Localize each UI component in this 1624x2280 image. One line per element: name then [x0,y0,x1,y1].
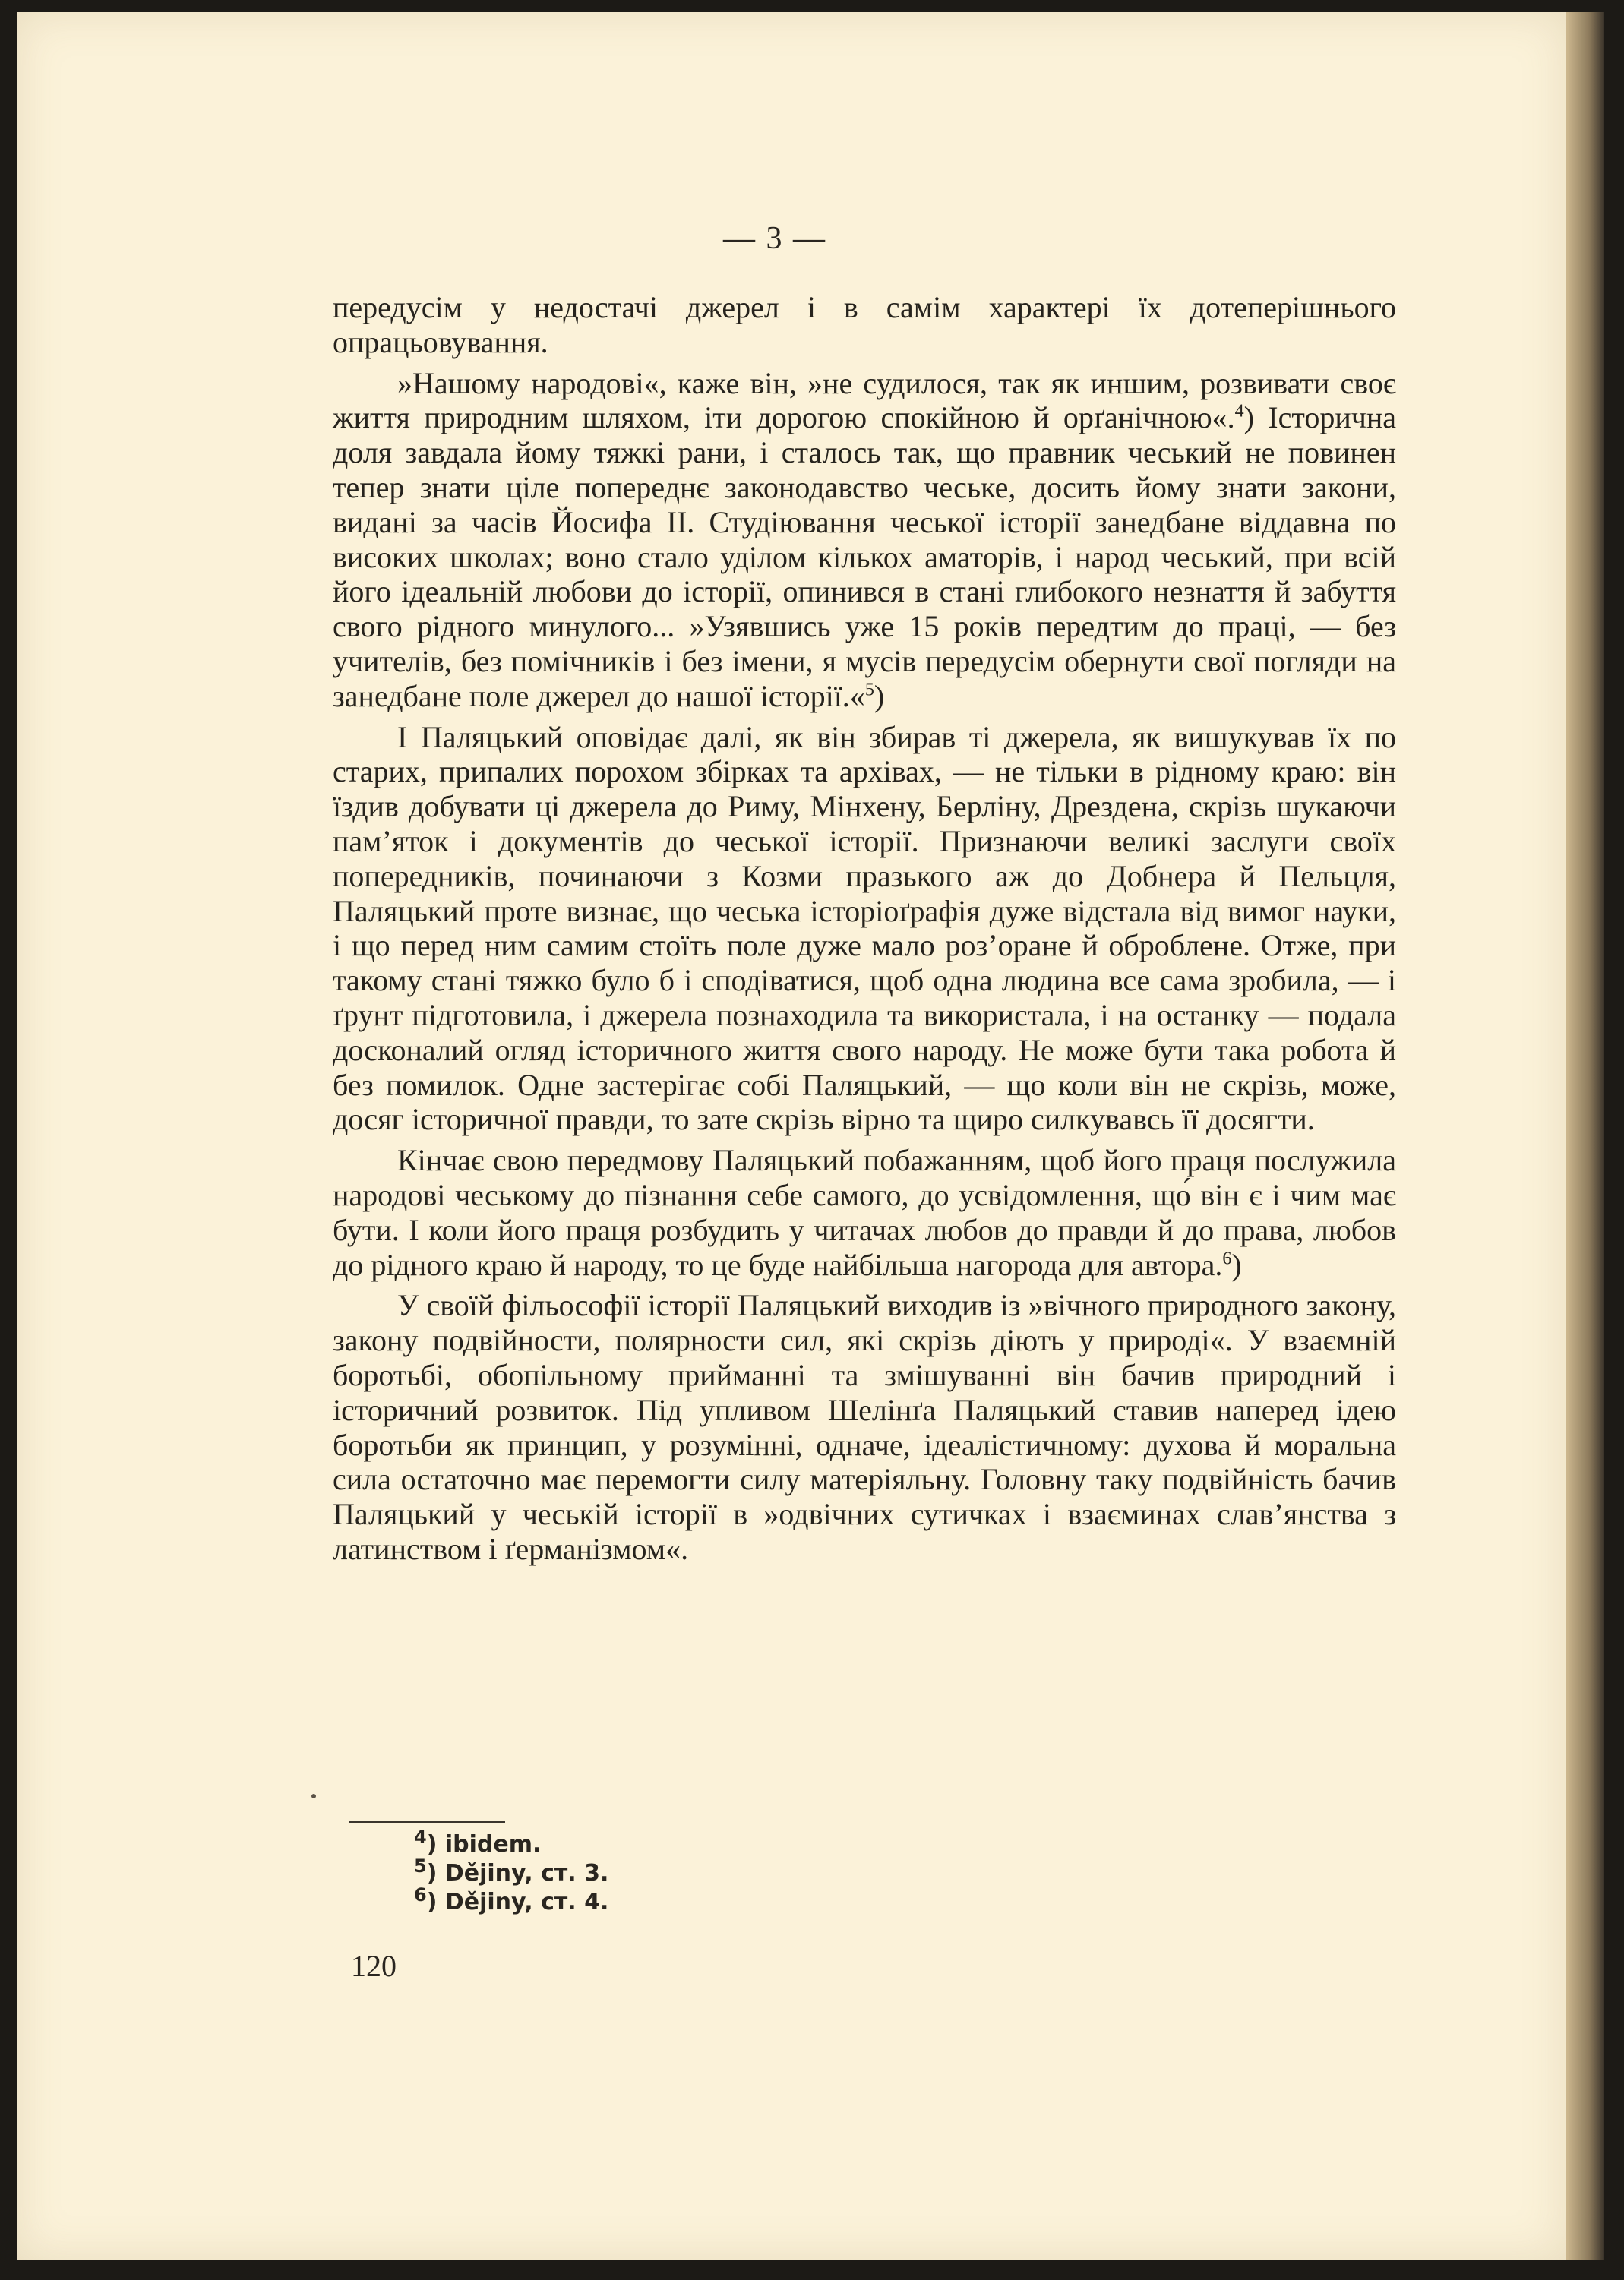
footnote-text: ) Dějiny, ст. 3. [426,1860,609,1887]
footnote-ref-4: 4 [1234,402,1244,422]
paragraph-2-quote: »Нашому народові«, каже він, »не судилося, так як иншим, розвивати своє життя природним шляхом, іти дорогою спокійною й орґанічною«. [333,365,1396,435]
footnote-mark: 5 [414,1855,427,1877]
print-speck [311,1794,316,1798]
paragraph-2-cont: Історична доля завдала йому тяжкі рани, і сталось так, що правник чеський не повинен тепер знати ціле попереднє законодавство чеське, досить йому знати закони, видані за часів Йосифа II. Студіювання чеської історії занедбане віддавна по високих школах; воно стало уділом кількох аматорів, і народ чеський, при всій його ідеальній любови до історії, опинився в стані глибокого незнаття й забуття свого рідного минулого... »Узявшись уже 15 років передтим до праці, — без учителів, без помічників і без імени, я мусів передусім обернути свої погляди на занедбане поле джерел до нашої історії.« [333,400,1397,713]
paragraph-3: І Паляцький оповідає далі, як він збирав ті джерела, як вишукував їх по старих, припалих порохом збірках та архівах, — не тільки в рідному краю: він їздив добувати ці джерела до Риму, Мінхену, Берліну, Дрездена, скрізь шукаючи пам’яток і документів до чеської історії. Признаючи великі заслуги своїх попередників, починаючи з Козми празького аж до Добнера й Пельцля, Паляцький проте визнає, що чеська історіоґрафія дуже відстала від вимог науки, і що перед ним самим стоїть поле дуже мало роз’оране й оброблене. Отже, при такому стані тяжко було б і сподіватися, щоб одна людина все сама зробила, — і ґрунт підготовила, і джерела познаходила та використала, і на останку — подала досконалий огляд історичного життя свого народу. Не може бути така робота й без помилок. Одне застерігає собі Паляцький, — що коли він не скрізь, може, досяг історичної правди, то зате скрізь вірно та щиро силкувавсь її досягти. [333,719,1396,1137]
footnote-divider [349,1821,505,1823]
paragraph-4-text: Кінчає свою передмову Паляцький побажанням, щоб його праця послужила народові чеському до пізнання себе самого, до усвідомлення, що́ він є і чим має бути. І коли його праця розбудить у читачах любов до правди й до права, любов до рідного краю й народу, то це буде найбільша нагорода для автора. [333,1143,1396,1282]
footnote-ref-5: 5 [864,680,874,700]
footnote-5 [414,1855,1022,1888]
footnote-mark: 4 [414,1827,427,1848]
main-text [333,290,1396,1573]
footnote-mark: 6 [414,1884,427,1906]
footnote-4 [414,1827,1022,1859]
paragraph-2: »Нашому народові«, каже він, »не судилося, так як иншим, розвивати своє життя природним шляхом, іти дорогою спокійною й орґанічною«.$^4$) Історична доля завдала йому тяжкі рани, і сталось так, що правник чеський не повинен тепер знати ціле попереднє законодавство чеське, досить йому знати закони, видані за часів Йосифа II. Студіювання чеської історії занедбане віддавна по високих школах; воно стало уділом кількох аматорів, і народ чеський, при всій його ідеальній любови до історії, опинився в стані глибокого незнаття й забуття свого рідного минулого... »Узявшись уже 15 років передтим до праці, — без учителів, без помічників і без імени, я мусів передусім обернути свої погляди на занедбане поле джерел до нашої історії.«$^5$) [333,365,1397,713]
page-edge [1566,12,1604,2260]
paragraph-4: Кінчає свою передмову Паляцький побажанням, щоб його праця послужила народові чеському до пізнання себе самого, до усвідомлення, що́ він є і чим має бути. І коли його праця розбудить у читачах любов до правди й до права, любов до рідного краю й народу, то це буде найбільша нагорода для автора.$^6$) [333,1143,1396,1282]
running-page-number: — 3 — [723,221,826,256]
footnote-text: ) Dějiny, ст. 4. [426,1889,609,1915]
paragraph-1: передусім у недостачі джерел і в самім характері їх дотеперішнього опрацьовування. [333,290,1396,359]
page-number: 120 [351,1949,397,1983]
footnote-ref-6: 6 [1222,1249,1232,1269]
footnote-6 [414,1884,1022,1917]
footnote-text: ) ibidem. [426,1831,542,1858]
paragraph-5: У своїй фільософії історії Паляцький виходив із »вічного природного закону, закону подвійности, полярности сил, які скрізь діють у природі«. У взаємній боротьбі, обопільному прийманні та змішуванні він бачив природний і історичний розвиток. Під упливом Шелінґа Паляцький ставив наперед ідею боротьби як принцип, у розумінні, одначе, ідеалістичному: духова й моральна сила остаточно має перемогти силу матеріяльну. Головну таку подвійність бачив Паляцький у чеській історії в »одвічних сутичках і взаєминах слав’янства з латинством і ґерманізмом«. [333,1288,1396,1566]
footnotes [414,1827,1022,1917]
